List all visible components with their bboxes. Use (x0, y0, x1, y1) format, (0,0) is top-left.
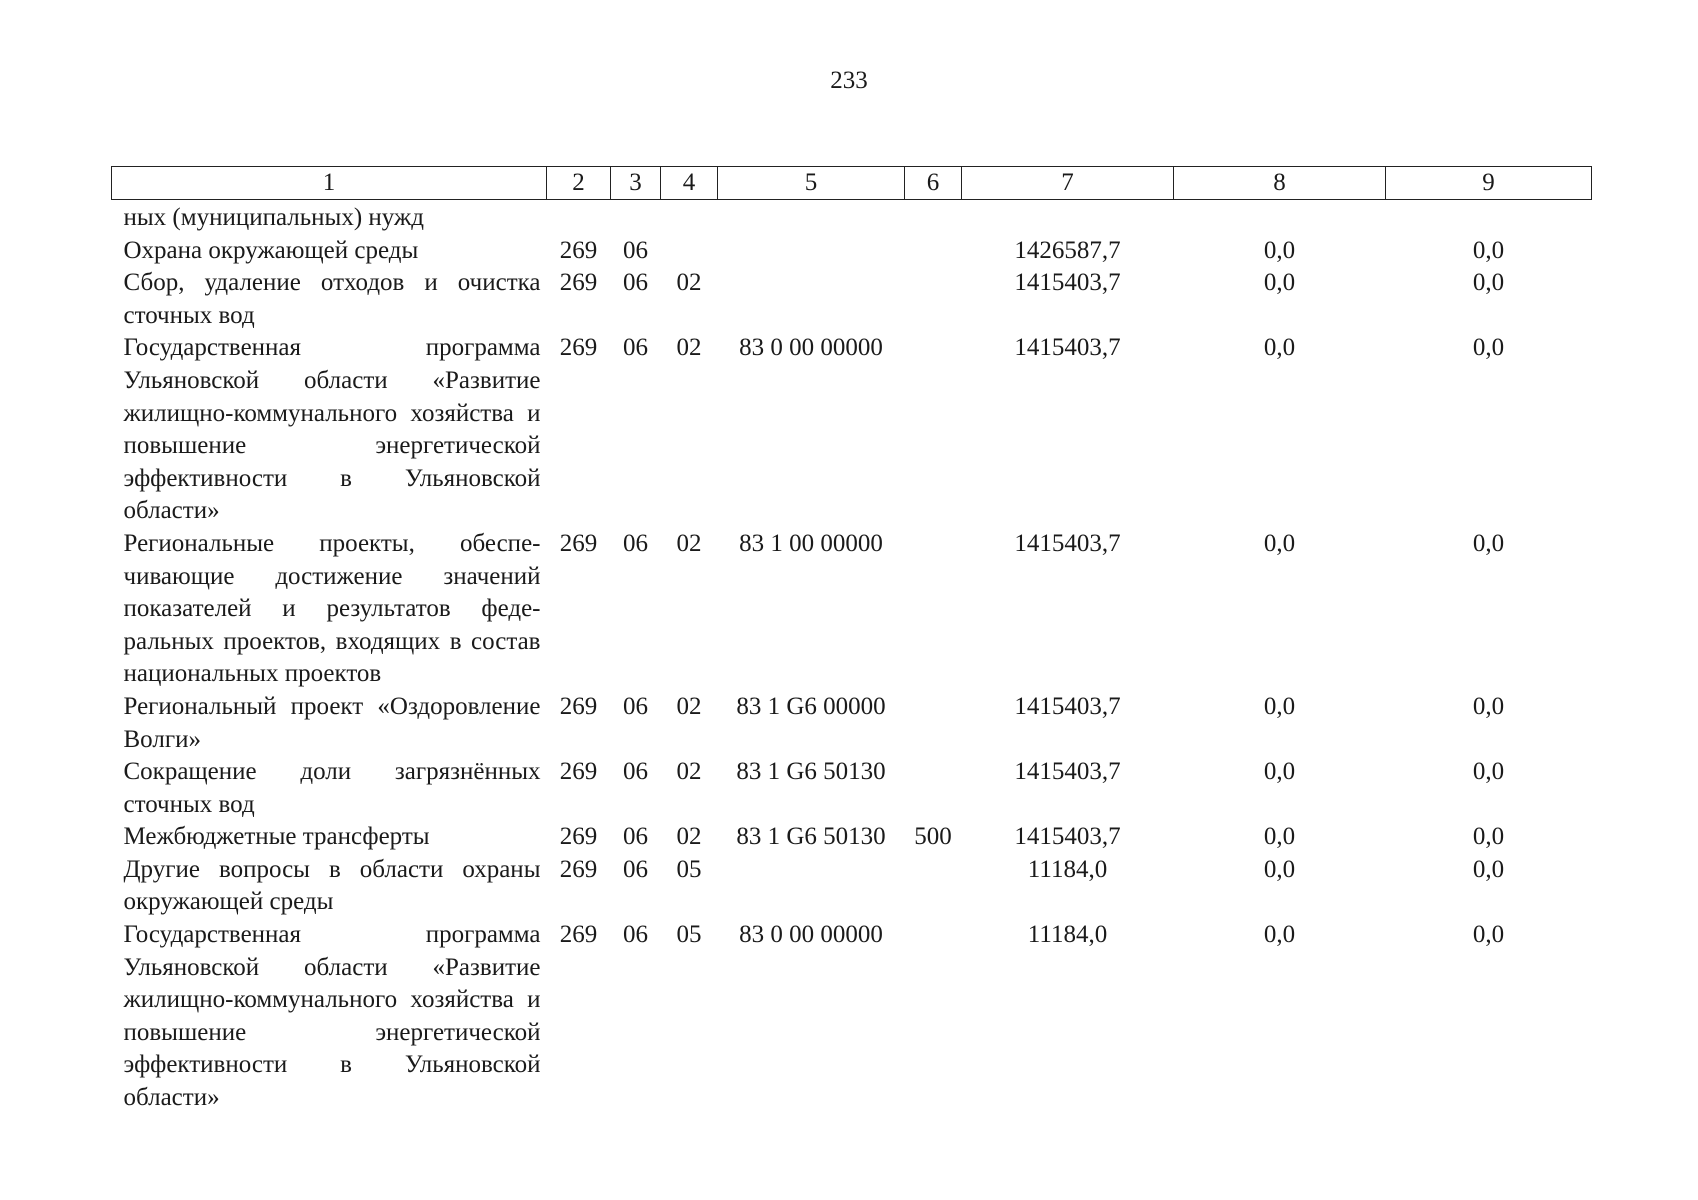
cell-admin-code: 269 (559, 236, 598, 264)
cell-section: 06 (623, 921, 648, 949)
cell-section: 06 (623, 758, 648, 786)
cell-target-article: 83 1 G6 00000 (736, 692, 886, 720)
cell-amount-col7: 1415403,7 (1014, 269, 1121, 297)
cell-name: Межбюджетные трансферты (123, 823, 430, 851)
cell-subsection: 02 (676, 692, 702, 720)
cell-admin-code (547, 200, 611, 235)
cell-section: 06 (623, 855, 648, 883)
cell-subsection (661, 200, 718, 235)
cell-name: Сбор, удаление отходов и очистка сточных вод (123, 269, 541, 329)
cell-name: ных (муниципальных) нужд (123, 204, 424, 231)
header-col-3: 3 (611, 167, 661, 200)
header-col-6: 6 (905, 167, 962, 200)
table-row (112, 235, 1592, 268)
cell-amount-col7: 1426587,7 (1014, 236, 1121, 264)
cell-amount-col9: 0,0 (1472, 758, 1505, 786)
cell-section: 06 (623, 692, 648, 720)
cell-name: Государственная программа Ульяновской области «Развитие жилищно-коммунального хозяйства и повышение энергетической эффективности в Ульяновской области» (123, 921, 541, 1112)
header-col-9: 9 (1386, 167, 1592, 200)
cell-section: 06 (623, 269, 648, 297)
table-row (112, 528, 1592, 691)
cell-subsection: 02 (676, 334, 702, 362)
cell-amount-col7: 1415403,7 (1014, 334, 1121, 362)
table-row (112, 821, 1592, 854)
cell-target-article: 83 1 G6 50130 (736, 823, 886, 851)
cell-expense-type: 500 (914, 823, 952, 851)
cell-amount-col8: 0,0 (1263, 236, 1296, 264)
cell-subsection: 02 (676, 823, 702, 851)
cell-amount-col7 (962, 200, 1174, 235)
cell-subsection: 02 (676, 269, 702, 297)
cell-amount-col8 (1174, 200, 1386, 235)
cell-name: Региональные проекты, обеспечивающие достижение значений показателей и результатов федеральных проектов, входящих в состав национальных проектов (123, 529, 541, 688)
cell-amount-col7: 1415403,7 (1014, 758, 1121, 786)
cell-name: Региональный проект «Оздоровление Волги» (123, 692, 541, 753)
header-col-8: 8 (1174, 167, 1386, 200)
cell-section: 06 (623, 334, 648, 362)
cell-expense-type (905, 267, 962, 332)
cell-amount-col8: 0,0 (1263, 529, 1296, 557)
cell-name: Государственная программа Ульяновской области «Развитие жилищно-коммунального хозяйства и повышение энергетической эффективности в Ульяновской области» (123, 334, 541, 525)
cell-amount-col9: 0,0 (1472, 823, 1505, 851)
header-col-5: 5 (718, 167, 905, 200)
cell-amount-col9 (1386, 200, 1592, 235)
cell-expense-type (905, 332, 962, 528)
cell-admin-code: 269 (559, 823, 598, 851)
table-row (112, 200, 1592, 235)
cell-amount-col9: 0,0 (1472, 529, 1505, 557)
header-col-2: 2 (547, 167, 611, 200)
table-row (112, 854, 1592, 919)
cell-amount-col9: 0,0 (1472, 269, 1505, 297)
cell-amount-col7: 1415403,7 (1014, 692, 1121, 720)
cell-amount-col9: 0,0 (1472, 855, 1505, 883)
cell-expense-type (905, 528, 962, 691)
cell-amount-col8: 0,0 (1263, 692, 1296, 720)
cell-admin-code: 269 (559, 758, 598, 786)
cell-expense-type (905, 854, 962, 919)
cell-name: Сокращение доли загрязнённых сточных вод (123, 758, 541, 818)
cell-subsection: 02 (676, 529, 702, 557)
cell-subsection: 02 (676, 758, 702, 786)
cell-expense-type (905, 200, 962, 235)
table-row (112, 919, 1592, 1115)
cell-expense-type (905, 756, 962, 821)
cell-target-article (718, 854, 905, 919)
cell-admin-code: 269 (559, 855, 598, 883)
table-header (112, 167, 1592, 200)
cell-subsection: 05 (676, 921, 702, 949)
cell-admin-code: 269 (559, 921, 598, 949)
cell-expense-type (905, 235, 962, 268)
cell-amount-col9: 0,0 (1472, 334, 1505, 362)
cell-amount-col7: 11184,0 (1027, 855, 1108, 883)
table-row (112, 756, 1592, 821)
cell-amount-col8: 0,0 (1263, 921, 1296, 949)
cell-amount-col8: 0,0 (1263, 758, 1296, 786)
cell-section: 06 (623, 823, 648, 851)
table-row (112, 332, 1592, 528)
cell-target-article (718, 200, 905, 235)
cell-admin-code: 269 (559, 692, 598, 720)
cell-expense-type (905, 691, 962, 756)
header-col-1: 1 (112, 167, 547, 200)
table-row (112, 267, 1592, 332)
cell-subsection: 05 (676, 855, 702, 883)
table-body (112, 200, 1592, 1115)
cell-section: 06 (623, 529, 648, 557)
cell-amount-col8: 0,0 (1263, 855, 1296, 883)
cell-amount-col9: 0,0 (1472, 236, 1505, 264)
header-col-7: 7 (962, 167, 1174, 200)
cell-admin-code: 269 (559, 334, 598, 362)
cell-amount-col7: 11184,0 (1027, 921, 1108, 949)
cell-target-article: 83 0 00 00000 (739, 921, 883, 949)
page-number: 233 (830, 67, 868, 94)
header-col-4: 4 (661, 167, 718, 200)
cell-amount-col8: 0,0 (1263, 334, 1296, 362)
cell-amount-col8: 0,0 (1263, 269, 1296, 297)
cell-target-article (718, 267, 905, 332)
cell-admin-code: 269 (559, 269, 598, 297)
cell-target-article: 83 0 00 00000 (739, 334, 883, 362)
cell-target-article (718, 235, 905, 268)
cell-expense-type (905, 919, 962, 1115)
cell-name: Другие вопросы в области охраны окружающей среды (123, 855, 541, 916)
header-row (112, 167, 1592, 200)
cell-amount-col8: 0,0 (1263, 823, 1296, 851)
cell-amount-col7: 1415403,7 (1014, 529, 1121, 557)
budget-table (111, 166, 1592, 1115)
cell-section (611, 200, 661, 235)
cell-amount-col7: 1415403,7 (1014, 823, 1121, 851)
cell-name: Охрана окружающей среды (123, 236, 419, 264)
cell-section: 06 (623, 236, 648, 264)
cell-amount-col9: 0,0 (1472, 692, 1505, 720)
cell-amount-col9: 0,0 (1472, 921, 1505, 949)
cell-admin-code: 269 (559, 529, 598, 557)
cell-subsection (661, 235, 718, 268)
table-row (112, 691, 1592, 756)
cell-target-article: 83 1 00 00000 (739, 529, 883, 557)
cell-target-article: 83 1 G6 50130 (736, 758, 886, 786)
